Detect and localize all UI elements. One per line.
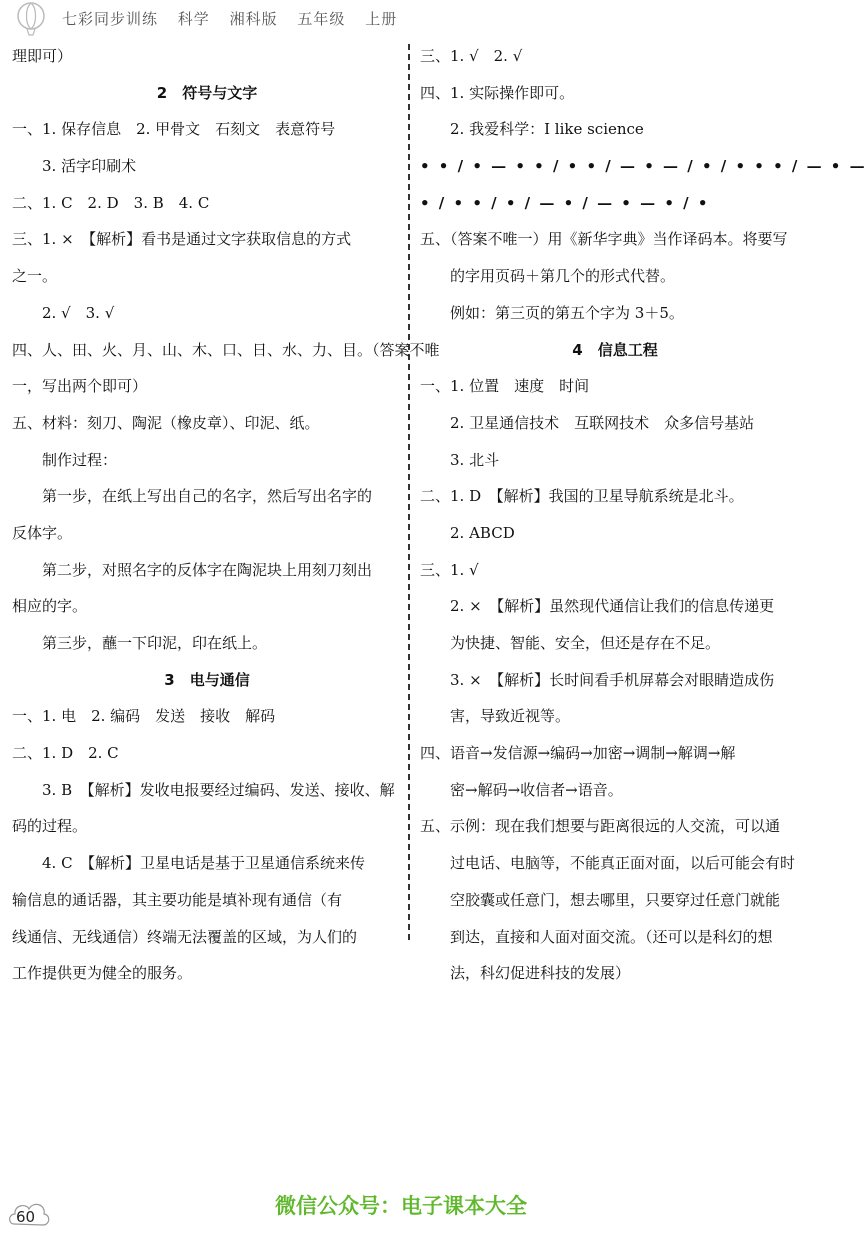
text-line: 为快捷、智能、安全，但还是存在不足。 xyxy=(450,634,721,652)
text-line: 之一。 xyxy=(12,267,58,286)
text-line: 线通信、无线通信）终端无法覆盖的区域，为人们的 xyxy=(12,927,358,946)
text-line: 三、1. × 【解析】看书是通过文字获取信息的方式 xyxy=(12,230,352,249)
text-line: 4. C 【解析】卫星电话是基于卫星通信系统来传 xyxy=(42,854,366,873)
text-line: 2. 我爱科学：I like science xyxy=(450,120,644,139)
text-line: 2. × 【解析】虽然现代通信让我们的信息传递更 xyxy=(450,597,775,616)
section-title: 3 电与通信 xyxy=(164,670,250,689)
column-divider xyxy=(408,44,410,940)
text-line: 3. 北斗 xyxy=(450,450,500,469)
text-line: 工作提供更为健全的服务。 xyxy=(12,964,193,983)
text-line: 2. √ 3. √ xyxy=(42,303,115,322)
text-line: 二、1. D 【解析】我国的卫星导航系统是北斗。 xyxy=(420,487,744,506)
text-line: 输信息的通话器，其主要功能是填补现有通信（有 xyxy=(12,890,343,909)
text-line: 害，导致近视等。 xyxy=(450,707,571,726)
text-line: 码的过程。 xyxy=(12,817,88,836)
text-line: 第一步，在纸上写出自己的名字，然后写出名字的 xyxy=(42,487,373,506)
text-line: 一、1. 位置 速度 时间 xyxy=(420,377,590,396)
text-line: 三、1. √ xyxy=(420,560,479,579)
text-line: 一、1. 电 2. 编码 发送 接收 解码 xyxy=(12,707,276,726)
text-line: 3. B 【解析】发收电报要经过编码、发送、接收、解 xyxy=(42,780,395,799)
header-grade: 五年级 xyxy=(297,10,346,28)
left-column xyxy=(12,38,440,992)
text-line: 反体字。 xyxy=(12,523,73,542)
text-line: 第二步，对照名字的反体字在陶泥块上用刻刀刻出 xyxy=(42,560,373,579)
watermark-text: 微信公众号：电子课本大全 xyxy=(275,1194,527,1218)
text-line: 相应的字。 xyxy=(12,597,88,616)
text-line: 四、1. 实际操作即可。 xyxy=(420,83,575,102)
morse-code-line: • / • • / • / — • / — • — • / • xyxy=(420,193,710,212)
text-line: 四、语音→发信源→编码→加密→调制→解调→解 xyxy=(420,744,736,763)
text-line: 3. 活字印刷术 xyxy=(42,157,137,176)
text-line: 第三步，蘸一下印泥，印在纸上。 xyxy=(42,634,268,652)
text-line: 理即可） xyxy=(12,47,73,65)
text-line: 二、1. D 2. C xyxy=(12,744,119,763)
section-title: 2 符号与文字 xyxy=(156,83,258,102)
balloon-logo-icon xyxy=(14,2,48,38)
page-number: 60 xyxy=(16,1208,36,1226)
text-line: 一，写出两个即可） xyxy=(12,377,148,396)
morse-code-line: • • / • — • • / • • / — • — / • / • • • / — • — xyxy=(420,157,867,176)
header-volume: 上册 xyxy=(365,10,398,28)
text-line: 五、示例：现在我们想要与距离很远的人交流，可以通 xyxy=(420,817,781,836)
text-line: 五、（答案不唯一）用《新华字典》当作译码本。将要写 xyxy=(420,230,788,249)
text-line: 到达，直接和人面对面交流。（还可以是科幻的想 xyxy=(450,927,773,946)
text-line: 2. ABCD xyxy=(450,523,515,542)
text-line: 一、1. 保存信息 2. 甲骨文 石刻文 表意符号 xyxy=(12,120,336,139)
text-line: 制作过程： xyxy=(42,450,118,469)
page-number-badge xyxy=(6,1194,52,1234)
text-line: 法，科幻促进科技的发展） xyxy=(450,964,631,983)
text-line: 密→解码→收信者→语音。 xyxy=(450,780,623,799)
text-line: 2. 卫星通信技术 互联网技术 众多信号基站 xyxy=(450,413,755,432)
text-line: 例如：第三页的第五个字为 3＋5。 xyxy=(450,303,684,322)
section-title: 4 信息工程 xyxy=(572,340,658,359)
text-line: 空胶囊或任意门，想去哪里，只要穿过任意门就能 xyxy=(450,890,781,909)
text-line: 五、材料：刻刀、陶泥（橡皮章）、印泥、纸。 xyxy=(12,413,320,432)
text-line: 二、1. C 2. D 3. B 4. C xyxy=(12,193,210,212)
right-column xyxy=(420,38,867,992)
text-line: 四、人、田、火、月、山、木、口、日、水、力、目。（答案不唯 xyxy=(12,340,440,359)
page-header xyxy=(0,0,800,40)
header-edition: 湘科版 xyxy=(229,10,278,28)
text-line: 3. × 【解析】长时间看手机屏幕会对眼睛造成伤 xyxy=(450,670,775,689)
text-line: 三、1. √ 2. √ xyxy=(420,47,523,65)
text-line: 的字用页码＋第几个的形式代替。 xyxy=(450,267,676,286)
header-subject: 科学 xyxy=(177,10,210,28)
header-title xyxy=(62,8,411,29)
text-line: 过电话、电脑等，不能真正面对面，以后可能会有时 xyxy=(450,854,796,873)
header-series: 七彩同步训练 xyxy=(62,10,159,28)
